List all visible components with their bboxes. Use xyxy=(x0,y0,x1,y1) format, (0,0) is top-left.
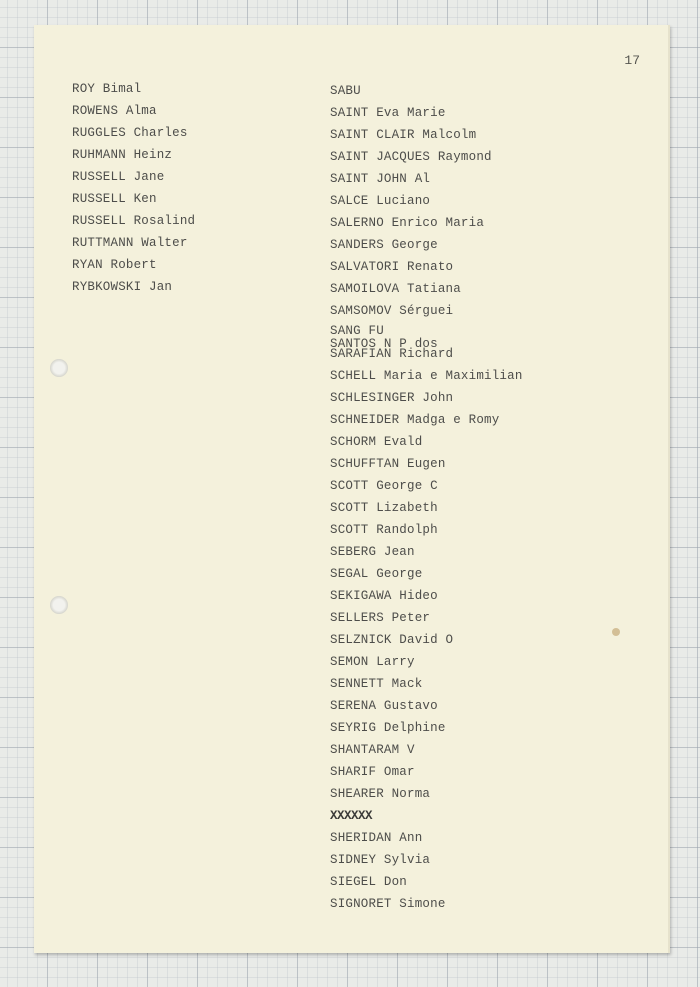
name-entry: SAMSOMOV Sérguei xyxy=(330,304,454,318)
name-entry: SHEARER Norma xyxy=(330,787,431,801)
name-entry: SELLERS Peter xyxy=(330,611,431,625)
name-entry: SANDERS George xyxy=(330,238,438,252)
name-entry: SEMON Larry xyxy=(330,655,415,669)
name-entry: ROWENS Alma xyxy=(72,104,157,118)
name-entry: SALCE Luciano xyxy=(330,194,431,208)
name-entry: RUGGLES Charles xyxy=(72,126,188,140)
name-entry: SANG FU xyxy=(330,324,384,338)
name-entry: SAMOILOVA Tatiana xyxy=(330,282,461,296)
name-entry: ROY Bimal xyxy=(72,82,142,96)
punch-hole xyxy=(50,359,68,377)
name-entry: SEKIGAWA Hideo xyxy=(330,589,438,603)
name-entry: SABU xyxy=(330,84,361,98)
name-entry: SCOTT Lizabeth xyxy=(330,501,438,515)
name-entry: RUHMANN Heinz xyxy=(72,148,173,162)
name-entry: SENNETT Mack xyxy=(330,677,423,691)
page-number: 17 xyxy=(624,53,640,68)
name-entry: SAINT JOHN Al xyxy=(330,172,431,186)
name-entry: RYAN Robert xyxy=(72,258,157,272)
name-entry: RUSSELL Rosalind xyxy=(72,214,196,228)
name-entry: SCHUFFTAN Eugen xyxy=(330,457,446,471)
name-entry: SCHNEIDER Madga e Romy xyxy=(330,413,500,427)
name-entry: SEGAL George xyxy=(330,567,423,581)
name-entry: SHERIDAN Ann xyxy=(330,831,423,845)
punch-hole xyxy=(50,596,68,614)
name-entry: SERENA Gustavo xyxy=(330,699,438,713)
name-entry: SANTOS N P dos xyxy=(330,337,438,351)
name-entry: RYBKOWSKI Jan xyxy=(72,280,173,294)
name-entry: SIDNEY Sylvia xyxy=(330,853,431,867)
name-entry: SIEGEL Don xyxy=(330,875,408,889)
name-entry: SCHELL Maria e Maximilian xyxy=(330,369,523,383)
name-entry: SHARIF Omar xyxy=(330,765,415,779)
name-entry: SAINT Eva Marie xyxy=(330,106,446,120)
name-entry: SCOTT George C xyxy=(330,479,438,493)
typed-page xyxy=(34,25,670,953)
name-entry: SEBERG Jean xyxy=(330,545,415,559)
name-entry: SAINT JACQUES Raymond xyxy=(330,150,492,164)
name-entry: SCOTT Randolph xyxy=(330,523,438,537)
name-entry: SAINT CLAIR Malcolm xyxy=(330,128,477,142)
name-entry: SALVATORI Renato xyxy=(330,260,454,274)
struck-out-entry: XXXXXX xyxy=(330,809,373,823)
name-entry: SHANTARAM V xyxy=(330,743,415,757)
paper-stain xyxy=(612,628,620,636)
name-entry: SCHORM Evald xyxy=(330,435,423,449)
name-entry: SIGNORET Simone xyxy=(330,897,446,911)
name-entry: RUSSELL Jane xyxy=(72,170,165,184)
name-entry: SARAFIAN Richard xyxy=(330,347,454,361)
name-entry: SEYRIG Delphine xyxy=(330,721,446,735)
name-entry: RUSSELL Ken xyxy=(72,192,157,206)
name-entry: SCHLESINGER John xyxy=(330,391,454,405)
name-entry: SELZNICK David O xyxy=(330,633,454,647)
name-entry: SALERNO Enrico Maria xyxy=(330,216,485,230)
name-entry: RUTTMANN Walter xyxy=(72,236,188,250)
